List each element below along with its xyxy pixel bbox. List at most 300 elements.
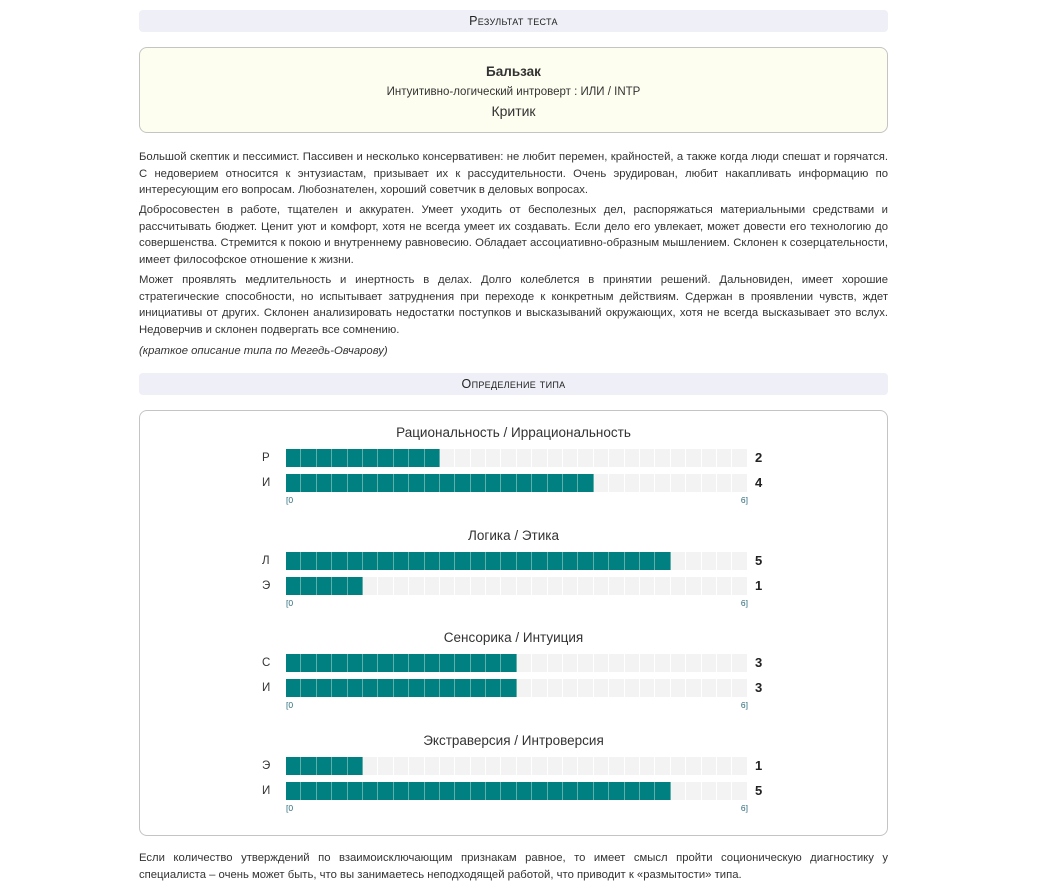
bar-segment-filled [532,474,547,492]
bar-segment-filled [348,449,363,467]
bar-segment-filled [455,474,470,492]
type-role: Критик [491,103,536,119]
bar-segment-empty [732,449,747,467]
bar-segment-filled [471,679,486,697]
bar-segment-empty [609,577,624,595]
bar-segment-empty [394,757,409,775]
scale-max-label: 6] [740,802,748,813]
bar-segment-empty [517,449,532,467]
scale-min-label: [0 [286,700,294,711]
bar-segment-empty [625,474,640,492]
bar-segment-filled [655,782,670,800]
bar-segment-filled [563,474,578,492]
bar-segment-filled [394,449,409,467]
content-column [139,0,888,836]
result-section-title: Результат теста [469,14,558,28]
bar-segment-filled [548,552,563,570]
bar-segment-empty [548,679,563,697]
bar-segment-filled [378,654,393,672]
footer-note: Если количество утверждений по взаимоисключающим признакам равное, то имеет смысл пройти соционическую диагностику у специалиста – очень может быть, что вы занимаетесь неподходящей работой, что приводит к «размытости» типа. [139,852,888,881]
bar-segment-filled [578,474,593,492]
row-label: Р [262,452,270,465]
bar-segment-empty [609,654,624,672]
bar-segment-filled [378,552,393,570]
dichotomy-group [140,514,887,609]
bar-segment-filled [440,552,455,570]
bar-segment-empty [455,757,470,775]
bar-segment-filled [301,474,316,492]
bar-segment-filled [425,679,440,697]
bar-segment-empty [471,449,486,467]
type-description [139,149,888,359]
bar-segment-filled [394,679,409,697]
bar-segment-filled [378,449,393,467]
bar-segment-filled [471,782,486,800]
description-paragraph: Большой скептик и пессимист. Пассивен и несколько консервативен: не любит перемен, крайностей, а также когда люди спешат и горячатся. С недоверием относится к энтузиастам, призывает их к рассудительности. Очень эрудирован, любит накапливать информацию по интересующим его вопросам. Любознателен, хороший советчик в деловых вопросах. [139,151,888,197]
bar-segment-empty [702,679,717,697]
bar-segment-filled [409,474,424,492]
dichotomy-row [140,552,887,570]
bar-segment-empty [394,577,409,595]
bar-segment-empty [671,474,686,492]
bar-segment-filled [317,782,332,800]
bar-segment-empty [717,577,732,595]
bar-segment-filled [440,679,455,697]
row-label: И [262,784,271,797]
bar-segment-empty [625,449,640,467]
bar-segment-filled [471,654,486,672]
bar-segment-filled [532,782,547,800]
bar-segment-empty [640,577,655,595]
bar-segment-empty [440,577,455,595]
bar-segment-filled [409,552,424,570]
bar-segment-empty [609,474,624,492]
bar-segment-empty [671,577,686,595]
dichotomy-title: Рациональность / Иррациональность [396,425,631,441]
bar-segment-filled [501,679,516,697]
bar-segment-empty [578,679,593,697]
dichotomy-title: Логика / Этика [468,527,559,543]
dichotomy-row [140,757,887,775]
dichotomy-group [140,616,887,711]
description-source: (краткое описание типа по Мегедь-Овчарову) [139,344,388,357]
bar-segment-empty [409,577,424,595]
bar-segment-empty [455,577,470,595]
bar-segment-empty [609,449,624,467]
bar-segment-filled [348,757,363,775]
bar-segment-empty [409,757,424,775]
bar-segment-filled [409,449,424,467]
bar-segment-filled [286,474,301,492]
bar-segment-filled [332,757,347,775]
bar-segment-filled [578,552,593,570]
bar-segment-empty [732,552,747,570]
bar-segment-empty [640,679,655,697]
bar-segment-empty [702,782,717,800]
bar-segment-empty [702,577,717,595]
bar-segment-filled [640,782,655,800]
bar-segment-filled [378,474,393,492]
bar-segment-empty [594,757,609,775]
bar-segment-filled [594,782,609,800]
score-bar [286,552,748,570]
bar-segment-filled [455,679,470,697]
bar-segment-filled [563,782,578,800]
bar-segment-filled [501,474,516,492]
dichotomy-group [140,411,887,506]
bar-segment-empty [486,449,501,467]
bar-segment-empty [471,757,486,775]
bar-segment-filled [378,782,393,800]
bar-segment-filled [578,782,593,800]
bar-segment-filled [363,654,378,672]
scale-min-label: [0 [286,597,294,608]
bar-segment-empty [501,757,516,775]
score-bar [286,757,748,775]
bar-segment-filled [486,679,501,697]
type-section-title: Определение типа [461,377,566,392]
bar-segment-filled [286,654,301,672]
bar-segment-empty [563,654,578,672]
bar-segment-filled [409,654,424,672]
bar-segment-filled [455,782,470,800]
bar-segment-empty [425,757,440,775]
bar-segment-empty [686,782,701,800]
bar-segment-filled [332,552,347,570]
bar-segment-filled [425,474,440,492]
bar-segment-empty [702,552,717,570]
bar-segment-empty [363,577,378,595]
bar-segment-filled [301,577,316,595]
bar-segment-filled [301,654,316,672]
bar-segment-filled [455,552,470,570]
bar-segment-empty [532,679,547,697]
bar-segment-filled [317,679,332,697]
score-bar [286,654,748,672]
bar-segment-empty [717,757,732,775]
bar-segment-filled [378,679,393,697]
dichotomy-title: Сенсорика / Интуиция [443,630,584,646]
bar-segment-filled [332,449,347,467]
row-label: Э [262,579,271,592]
bar-segment-filled [363,449,378,467]
bar-segment-filled [348,654,363,672]
bar-segment-filled [471,552,486,570]
bar-segment-filled [317,577,332,595]
dichotomy-row [140,474,887,492]
bar-segment-empty [563,577,578,595]
row-value: 3 [755,680,763,696]
bar-segment-empty [702,474,717,492]
bar-segment-empty [717,552,732,570]
bar-segment-empty [609,679,624,697]
bar-segment-filled [655,552,670,570]
dichotomy-row [140,449,887,467]
bar-segment-empty [671,782,686,800]
bar-segment-filled [501,654,516,672]
bar-segment-filled [301,552,316,570]
bar-segment-empty [594,474,609,492]
bar-segment-filled [548,474,563,492]
score-bar [286,577,748,595]
result-card [139,47,888,133]
result-section-header [139,10,888,32]
bar-segment-filled [363,552,378,570]
bar-segment-empty [732,679,747,697]
bar-segment-empty [378,577,393,595]
bar-segment-filled [348,577,363,595]
bar-segment-filled [317,757,332,775]
bar-segment-filled [609,552,624,570]
bar-segment-empty [640,449,655,467]
bar-segment-filled [332,654,347,672]
bar-segment-empty [578,449,593,467]
scale-max-label: 6] [740,495,748,506]
bar-segment-empty [671,757,686,775]
bar-segment-filled [425,654,440,672]
bar-segment-empty [517,654,532,672]
row-value: 3 [755,655,763,671]
bar-segment-empty [455,449,470,467]
bar-segment-filled [640,552,655,570]
row-value: 5 [755,782,763,798]
bar-segment-empty [563,757,578,775]
bar-segment-empty [578,577,593,595]
bar-segment-filled [394,474,409,492]
bar-segment-empty [732,757,747,775]
bar-segment-filled [625,782,640,800]
bar-segment-empty [671,449,686,467]
bar-segment-empty [594,577,609,595]
bar-segment-filled [609,782,624,800]
row-label: С [262,657,271,670]
bar-segment-empty [548,757,563,775]
bar-segment-filled [317,449,332,467]
bar-segment-filled [286,552,301,570]
dichotomy-group [140,719,887,814]
bar-segment-filled [348,474,363,492]
bar-segment-filled [286,679,301,697]
bar-segment-filled [440,474,455,492]
bar-segment-empty [640,474,655,492]
bar-segment-filled [425,449,440,467]
bar-segment-empty [655,757,670,775]
dichotomy-row [140,577,887,595]
bar-segment-filled [563,552,578,570]
bar-segment-empty [625,757,640,775]
bar-segment-empty [732,474,747,492]
bar-segment-filled [332,782,347,800]
bar-segment-empty [363,757,378,775]
row-value: 4 [755,475,763,491]
bar-segment-empty [625,654,640,672]
bar-segment-filled [317,654,332,672]
bar-segment-filled [486,654,501,672]
bar-segment-empty [548,449,563,467]
bar-segment-empty [594,654,609,672]
bar-segment-empty [732,782,747,800]
bar-segment-filled [501,782,516,800]
score-bar [286,782,748,800]
bar-segment-filled [440,654,455,672]
score-bar [286,474,748,492]
bar-segment-filled [625,552,640,570]
bar-segment-filled [394,782,409,800]
bar-segment-filled [517,552,532,570]
bar-segment-empty [686,679,701,697]
bar-segment-empty [517,757,532,775]
bar-segment-filled [286,449,301,467]
bar-segment-empty [655,679,670,697]
bar-segment-filled [301,679,316,697]
row-value: 2 [755,450,763,466]
bar-segment-empty [440,757,455,775]
bar-segment-empty [686,654,701,672]
description-paragraph: Добросовестен в работе, тщателен и аккуратен. Умеет уходить от бесполезных дел, распоряжаться материальными средствами и рассчитывать бюджет. Ценит уют и комфорт, хотя не всегда умеет их создавать. Если дело его увлекает, может довести его технологию до совершенства. Стремится к покою и внутреннему равновесию. Обладает ассоциативно-образным мышлением. Склонен к созерцательности, имеет философское отношение к жизни. [139,204,888,267]
bar-segment-filled [501,552,516,570]
bar-segment-filled [317,552,332,570]
bar-segment-empty [532,449,547,467]
bar-segment-empty [548,654,563,672]
row-label: Л [262,554,270,567]
bar-segment-filled [409,782,424,800]
bar-segment-empty [440,449,455,467]
bar-segment-empty [640,757,655,775]
bar-segment-filled [363,474,378,492]
bar-segment-empty [686,757,701,775]
score-bar [286,679,748,697]
bar-segment-empty [563,449,578,467]
bar-segment-empty [578,757,593,775]
bar-segment-filled [471,474,486,492]
scale-min-label: [0 [286,495,294,506]
bar-segment-empty [671,552,686,570]
bar-segment-filled [486,474,501,492]
bar-segment-filled [394,552,409,570]
bar-segment-empty [717,449,732,467]
bar-segment-empty [732,654,747,672]
type-name: Бальзак [486,64,541,79]
bar-segment-empty [486,757,501,775]
bar-segment-empty [625,679,640,697]
bar-segment-empty [702,757,717,775]
bar-segment-empty [655,654,670,672]
bar-segment-empty [686,552,701,570]
bar-segment-filled [332,474,347,492]
dichotomy-chart [139,410,888,836]
row-label: Э [262,759,271,772]
bar-segment-filled [532,552,547,570]
bar-segment-filled [517,474,532,492]
score-bar [286,449,748,467]
bar-segment-empty [732,577,747,595]
bar-segment-empty [594,679,609,697]
bar-segment-filled [348,552,363,570]
row-value: 1 [755,577,763,593]
bar-segment-filled [332,577,347,595]
scale-max-label: 6] [740,700,748,711]
bar-segment-filled [486,552,501,570]
bar-segment-filled [425,782,440,800]
scale-max-label: 6] [740,597,748,608]
dichotomy-row [140,782,887,800]
bar-segment-empty [517,577,532,595]
bar-segment-empty [671,654,686,672]
bar-segment-filled [348,782,363,800]
bar-segment-filled [348,679,363,697]
row-value: 1 [755,757,763,773]
bar-segment-empty [702,654,717,672]
bar-segment-empty [501,577,516,595]
scale-min-label: [0 [286,802,294,813]
bar-segment-empty [717,474,732,492]
bar-segment-filled [286,757,301,775]
bar-segment-empty [532,577,547,595]
bar-segment-empty [686,474,701,492]
bar-segment-empty [655,449,670,467]
bar-segment-empty [578,654,593,672]
type-description-line: Интуитивно-логический интроверт : ИЛИ / INTP [386,86,641,98]
bar-segment-empty [548,577,563,595]
bar-segment-empty [717,654,732,672]
bar-segment-empty [517,679,532,697]
bar-segment-filled [486,782,501,800]
bar-segment-filled [548,782,563,800]
bar-segment-empty [671,679,686,697]
bar-segment-filled [301,782,316,800]
bar-segment-filled [455,654,470,672]
bar-segment-empty [532,654,547,672]
bar-segment-filled [425,552,440,570]
bar-segment-filled [409,679,424,697]
bar-segment-empty [686,449,701,467]
bar-segment-empty [563,679,578,697]
bar-segment-empty [717,679,732,697]
bar-segment-filled [517,782,532,800]
bar-segment-empty [655,577,670,595]
bar-segment-empty [702,449,717,467]
bar-segment-filled [286,782,301,800]
row-label: И [262,682,271,695]
bar-segment-filled [286,577,301,595]
bar-segment-filled [332,679,347,697]
bar-segment-filled [440,782,455,800]
description-paragraph: Может проявлять медлительность и инертность в делах. Долго колеблется в принятии решений. Дальновиден, имеет хорошие стратегические способности, но испытывает затруднения при переходе к конкретным действиям. Сдержан в проявлении чувств, ждет инициативы от других. Склонен анализировать недостатки поступков и высказываний окружающих, хотя не всегда высказывает это вслух. Недоверчив и склонен подвергать все сомнению. [139,274,888,336]
bar-segment-empty [486,577,501,595]
bar-segment-filled [301,449,316,467]
bar-segment-filled [317,474,332,492]
bar-segment-empty [532,757,547,775]
row-value: 5 [755,552,763,568]
dichotomy-row [140,679,887,697]
row-label: И [262,477,271,490]
bar-segment-filled [363,782,378,800]
bar-segment-empty [717,782,732,800]
bar-segment-empty [425,577,440,595]
bar-segment-filled [394,654,409,672]
dichotomy-row [140,654,887,672]
dichotomy-title: Экстраверсия / Интроверсия [423,732,604,748]
bar-segment-empty [471,577,486,595]
bar-segment-empty [686,577,701,595]
bar-segment-filled [363,679,378,697]
bar-segment-empty [378,757,393,775]
bar-segment-empty [655,474,670,492]
bar-segment-empty [609,757,624,775]
bar-segment-empty [625,577,640,595]
bar-segment-filled [301,757,316,775]
type-section-header [139,373,888,395]
